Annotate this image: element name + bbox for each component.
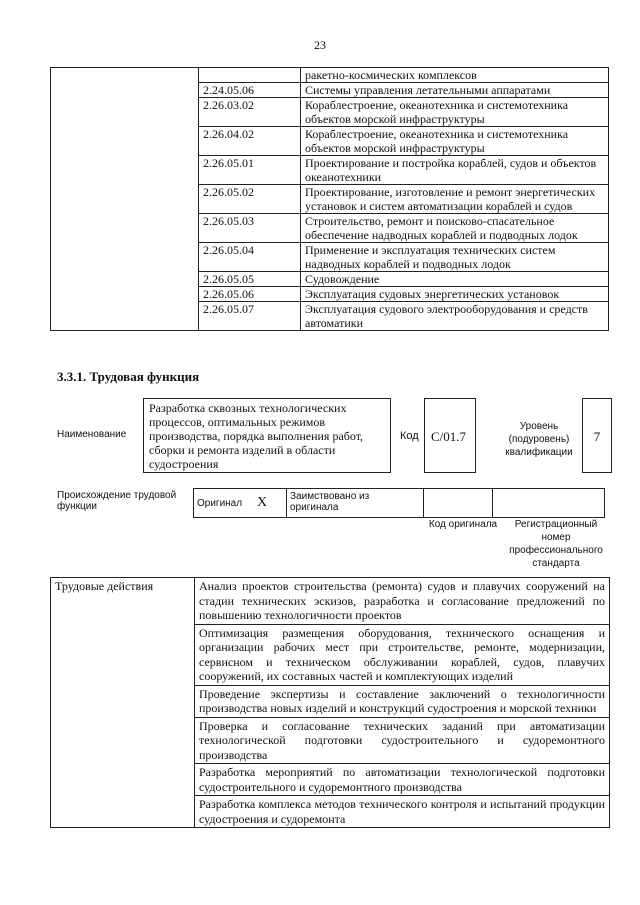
code-value-box: С/01.7 (424, 398, 476, 473)
name-cell: Кораблестроение, океанотехника и системотехника объектов морской инфраструктуры (301, 98, 609, 127)
code-cell: 2.26.03.02 (199, 98, 301, 127)
original-mark: X (254, 489, 287, 518)
code-cell: 2.26.05.02 (199, 185, 301, 214)
labor-action-item: Анализ проектов строительства (ремонта) судов и плавучих сооружений на стадии технических эскизов, разработка и согласование предложений по повышению технологичности проектов (195, 578, 610, 625)
labor-action-item: Проведение экспертизы и составление заключений о технологичности производства новых изделий и конструкций судостроения и морской техники (195, 685, 610, 717)
code-original-label: Код оригинала (428, 519, 498, 530)
function-name-box: Разработка сквозных технологических процессов, оптимальных режимов производства, порядка выполнения работ, сборки и ремонта изделий в области судостроения (143, 398, 391, 473)
labor-actions-label: Трудовые действия (51, 578, 195, 828)
name-cell: Кораблестроение, океанотехника и системотехника объектов морской инфраструктуры (301, 127, 609, 156)
labor-action-item: Оптимизация размещения оборудования, технического оснащения и организации рабочих мест при строительстве, ремонте, модернизации, сервисном и техническом обслуживании кораблей, судов, плавучих сооружений, их составных частей и комплектующих изделий (195, 624, 610, 685)
name-cell: Судовождение (301, 272, 609, 287)
page-number: 23 (314, 38, 326, 52)
borrowed-cell: Заимствовано из оригинала (287, 489, 424, 518)
code-cell: 2.26.04.02 (199, 127, 301, 156)
name-cell: Эксплуатация судовых энергетических установок (301, 287, 609, 302)
name-cell: ракетно-космических комплексов (301, 68, 609, 83)
code-label: Код (400, 430, 419, 442)
name-cell: Системы управления летательными аппаратами (301, 83, 609, 98)
code-cell (199, 68, 301, 83)
labor-actions-table (50, 577, 610, 828)
code-cell: 2.24.05.06 (199, 83, 301, 98)
name-cell: Строительство, ремонт и поисково-спасательное обеспечение надводных кораблей и подводных лодок (301, 214, 609, 243)
original-cell: Оригинал (194, 489, 255, 518)
section-title: 3.3.1. Трудовая функция (57, 369, 200, 384)
level-label: Уровень (подуровень) квалификации (505, 421, 573, 458)
name-label: Наименование (57, 429, 127, 440)
code-original-cell (424, 489, 493, 518)
code-cell: 2.26.05.03 (199, 214, 301, 243)
name-cell: Эксплуатация судового электрооборудования и средств автоматики (301, 302, 609, 331)
labor-action-item: Разработка комплекса методов технического контроля и испытаний продукции судостроения и судоремонта (195, 796, 610, 828)
reg-number-cell (493, 489, 605, 518)
code-cell: 2.26.05.05 (199, 272, 301, 287)
reg-number-label: Регистрационный номер профессионального стандарта (509, 519, 603, 569)
level-value-box: 7 (582, 398, 612, 473)
name-cell: Проектирование, изготовление и ремонт энергетических установок и систем автоматизации кораблей и судов (301, 185, 609, 214)
code-cell: 2.26.05.04 (199, 243, 301, 272)
code-cell: 2.26.05.07 (199, 302, 301, 331)
code-cell: 2.26.05.01 (199, 156, 301, 185)
table-row (51, 68, 609, 83)
specialties-table (50, 67, 609, 331)
name-cell: Проектирование и постройка кораблей, судов и объектов океанотехники (301, 156, 609, 185)
labor-action-item: Проверка и согласование технических заданий при автоматизации технологической подготовки судостроительного и судоремонтного производства (195, 717, 610, 764)
origin-label: Происхождение трудовой функции (57, 490, 177, 512)
code-cell: 2.26.05.06 (199, 287, 301, 302)
table-row (51, 578, 610, 625)
name-cell: Применение и эксплуатация технических систем надводных кораблей и подводных лодок (301, 243, 609, 272)
labor-action-item: Разработка мероприятий по автоматизации технологической подготовки судостроительного и судоремонтного производства (195, 764, 610, 796)
blank-cell (51, 68, 199, 331)
origin-table (193, 488, 605, 518)
